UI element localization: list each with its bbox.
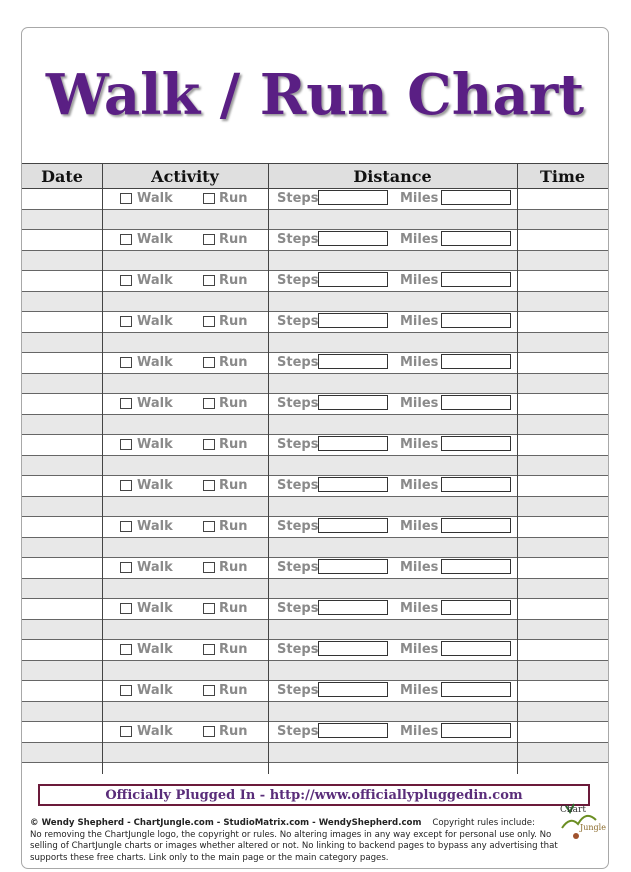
page-title: Walk / Run Chart: [45, 62, 585, 128]
table-spacer-row: [22, 661, 608, 681]
miles-label: Miles: [400, 232, 439, 247]
walk-checkbox[interactable]: [120, 234, 132, 245]
steps-label: Steps: [277, 642, 319, 657]
table-row: [22, 312, 608, 333]
run-checkbox[interactable]: [203, 685, 215, 696]
miles-label: Miles: [400, 724, 439, 739]
walk-checkbox[interactable]: [120, 562, 132, 573]
table-row: [22, 599, 608, 620]
miles-input[interactable]: [441, 272, 511, 287]
table-spacer-row: [22, 538, 608, 558]
run-checkbox[interactable]: [203, 193, 215, 204]
walk-label: Walk: [137, 191, 173, 206]
date-cell[interactable]: [22, 230, 102, 250]
steps-label: Steps: [277, 601, 319, 616]
miles-label: Miles: [400, 314, 439, 329]
header-date: Date: [41, 167, 83, 186]
table-row: [22, 435, 608, 456]
steps-label: Steps: [277, 437, 319, 452]
walk-checkbox[interactable]: [120, 316, 132, 327]
miles-input[interactable]: [441, 682, 511, 697]
miles-input[interactable]: [441, 395, 511, 410]
walk-label: Walk: [137, 232, 173, 247]
table-spacer-row: [22, 292, 608, 312]
logo-text-jungle: Jungle: [580, 823, 606, 832]
run-checkbox[interactable]: [203, 275, 215, 286]
time-cell[interactable]: [518, 476, 608, 496]
run-label: Run: [219, 396, 248, 411]
table-row: [22, 476, 608, 497]
date-cell[interactable]: [22, 722, 102, 742]
copyright-notice: [30, 818, 570, 864]
steps-input[interactable]: [318, 272, 388, 287]
steps-input[interactable]: [318, 395, 388, 410]
miles-label: Miles: [400, 396, 439, 411]
date-cell[interactable]: [22, 435, 102, 455]
copyright-rules-heading: Copyright rules include:: [432, 818, 535, 828]
steps-label: Steps: [277, 478, 319, 493]
table-row: [22, 353, 608, 374]
walk-label: Walk: [137, 560, 173, 575]
table-row: [22, 394, 608, 415]
column-divider-distance: [517, 164, 518, 774]
walk-label: Walk: [137, 273, 173, 288]
run-label: Run: [219, 683, 248, 698]
miles-label: Miles: [400, 560, 439, 575]
miles-input[interactable]: [441, 559, 511, 574]
date-cell[interactable]: [22, 271, 102, 291]
chartjungle-logo: [556, 798, 606, 842]
run-checkbox[interactable]: [203, 234, 215, 245]
log-table: [22, 163, 608, 763]
walk-checkbox[interactable]: [120, 480, 132, 491]
miles-label: Miles: [400, 478, 439, 493]
walk-checkbox[interactable]: [120, 193, 132, 204]
miles-label: Miles: [400, 642, 439, 657]
time-cell[interactable]: [518, 353, 608, 373]
table-spacer-row: [22, 415, 608, 435]
steps-label: Steps: [277, 314, 319, 329]
table-row: [22, 558, 608, 579]
time-cell[interactable]: [518, 599, 608, 619]
copyright-rules: No removing the ChartJungle logo, the copyright or rules. No altering images in any way except for personal use only. No selling of ChartJungle charts or images whether altered or not. No linking to backend pages to bypass any advertising that supports these free charts. Link only to the main page or the main category pages.: [30, 829, 558, 863]
run-label: Run: [219, 601, 248, 616]
miles-input[interactable]: [441, 641, 511, 656]
header-activity: Activity: [151, 167, 219, 186]
date-cell[interactable]: [22, 558, 102, 578]
miles-input[interactable]: [441, 723, 511, 738]
chart-sheet: [21, 27, 609, 869]
date-cell[interactable]: [22, 394, 102, 414]
time-cell[interactable]: [518, 271, 608, 291]
time-cell[interactable]: [518, 558, 608, 578]
walk-checkbox[interactable]: [120, 726, 132, 737]
walk-label: Walk: [137, 437, 173, 452]
walk-label: Walk: [137, 601, 173, 616]
time-cell[interactable]: [518, 312, 608, 332]
time-cell[interactable]: [518, 394, 608, 414]
header-distance: Distance: [353, 167, 432, 186]
walk-label: Walk: [137, 724, 173, 739]
run-checkbox[interactable]: [203, 316, 215, 327]
steps-label: Steps: [277, 519, 319, 534]
date-cell[interactable]: [22, 312, 102, 332]
time-cell[interactable]: [518, 640, 608, 660]
date-cell[interactable]: [22, 640, 102, 660]
run-checkbox[interactable]: [203, 439, 215, 450]
table-row: [22, 722, 608, 743]
run-checkbox[interactable]: [203, 357, 215, 368]
steps-input[interactable]: [318, 231, 388, 246]
table-spacer-row: [22, 210, 608, 230]
time-cell[interactable]: [518, 435, 608, 455]
table-spacer-row: [22, 251, 608, 271]
miles-input[interactable]: [441, 231, 511, 246]
run-checkbox[interactable]: [203, 726, 215, 737]
date-cell[interactable]: [22, 476, 102, 496]
steps-label: Steps: [277, 683, 319, 698]
run-label: Run: [219, 232, 248, 247]
steps-label: Steps: [277, 355, 319, 370]
table-spacer-row: [22, 702, 608, 722]
table-spacer-row: [22, 333, 608, 353]
column-divider-activity: [268, 164, 269, 774]
table-row: [22, 640, 608, 661]
date-cell[interactable]: [22, 517, 102, 537]
miles-input[interactable]: [441, 518, 511, 533]
miles-label: Miles: [400, 191, 439, 206]
walk-checkbox[interactable]: [120, 439, 132, 450]
walk-checkbox[interactable]: [120, 644, 132, 655]
walk-label: Walk: [137, 519, 173, 534]
table-spacer-row: [22, 579, 608, 599]
table-row: [22, 189, 608, 210]
table-row: [22, 517, 608, 538]
steps-input[interactable]: [318, 682, 388, 697]
steps-input[interactable]: [318, 559, 388, 574]
table-spacer-row: [22, 620, 608, 640]
run-label: Run: [219, 191, 248, 206]
time-cell[interactable]: [518, 230, 608, 250]
table-row: [22, 681, 608, 702]
table-spacer-row: [22, 497, 608, 517]
copyright-credits: © Wendy Shepherd - ChartJungle.com - StudioMatrix.com - WendyShepherd.com: [30, 818, 422, 828]
steps-input[interactable]: [318, 518, 388, 533]
table-row: [22, 271, 608, 292]
date-cell[interactable]: [22, 353, 102, 373]
walk-checkbox[interactable]: [120, 685, 132, 696]
run-label: Run: [219, 724, 248, 739]
run-label: Run: [219, 355, 248, 370]
footer-link[interactable]: Officially Plugged In - http://www.officiallypluggedin.com: [38, 784, 590, 806]
walk-label: Walk: [137, 683, 173, 698]
run-label: Run: [219, 273, 248, 288]
table-spacer-row: [22, 456, 608, 476]
run-checkbox[interactable]: [203, 644, 215, 655]
walk-checkbox[interactable]: [120, 521, 132, 532]
steps-input[interactable]: [318, 641, 388, 656]
walk-label: Walk: [137, 396, 173, 411]
run-checkbox[interactable]: [203, 521, 215, 532]
walk-checkbox[interactable]: [120, 398, 132, 409]
miles-label: Miles: [400, 683, 439, 698]
miles-label: Miles: [400, 437, 439, 452]
logo-text-chart: Chart: [560, 805, 586, 815]
table-spacer-row: [22, 743, 608, 763]
steps-input[interactable]: [318, 436, 388, 451]
walk-checkbox[interactable]: [120, 357, 132, 368]
time-cell[interactable]: [518, 517, 608, 537]
column-divider-date: [102, 164, 103, 774]
walk-checkbox[interactable]: [120, 603, 132, 614]
miles-input[interactable]: [441, 436, 511, 451]
steps-label: Steps: [277, 191, 319, 206]
walk-label: Walk: [137, 478, 173, 493]
miles-label: Miles: [400, 519, 439, 534]
run-checkbox[interactable]: [203, 398, 215, 409]
walk-label: Walk: [137, 314, 173, 329]
walk-checkbox[interactable]: [120, 275, 132, 286]
date-cell[interactable]: [22, 681, 102, 701]
steps-input[interactable]: [318, 190, 388, 205]
steps-input[interactable]: [318, 723, 388, 738]
miles-input[interactable]: [441, 190, 511, 205]
walk-label: Walk: [137, 642, 173, 657]
steps-label: Steps: [277, 273, 319, 288]
date-cell[interactable]: [22, 189, 102, 209]
steps-label: Steps: [277, 724, 319, 739]
run-label: Run: [219, 437, 248, 452]
time-cell[interactable]: [518, 681, 608, 701]
run-label: Run: [219, 314, 248, 329]
steps-label: Steps: [277, 560, 319, 575]
steps-label: Steps: [277, 396, 319, 411]
miles-input[interactable]: [441, 600, 511, 615]
table-spacer-row: [22, 374, 608, 394]
time-cell[interactable]: [518, 722, 608, 742]
steps-label: Steps: [277, 232, 319, 247]
miles-input[interactable]: [441, 477, 511, 492]
steps-input[interactable]: [318, 477, 388, 492]
header-time: Time: [539, 167, 586, 186]
miles-label: Miles: [400, 355, 439, 370]
steps-input[interactable]: [318, 313, 388, 328]
run-checkbox[interactable]: [203, 603, 215, 614]
run-checkbox[interactable]: [203, 562, 215, 573]
run-checkbox[interactable]: [203, 480, 215, 491]
steps-input[interactable]: [318, 354, 388, 369]
run-label: Run: [219, 519, 248, 534]
miles-label: Miles: [400, 601, 439, 616]
walk-label: Walk: [137, 355, 173, 370]
miles-input[interactable]: [441, 354, 511, 369]
table-row: [22, 230, 608, 251]
run-label: Run: [219, 642, 248, 657]
date-cell[interactable]: [22, 599, 102, 619]
steps-input[interactable]: [318, 600, 388, 615]
miles-input[interactable]: [441, 313, 511, 328]
miles-label: Miles: [400, 273, 439, 288]
run-label: Run: [219, 560, 248, 575]
run-label: Run: [219, 478, 248, 493]
table-header: [22, 164, 608, 189]
time-cell[interactable]: [518, 189, 608, 209]
